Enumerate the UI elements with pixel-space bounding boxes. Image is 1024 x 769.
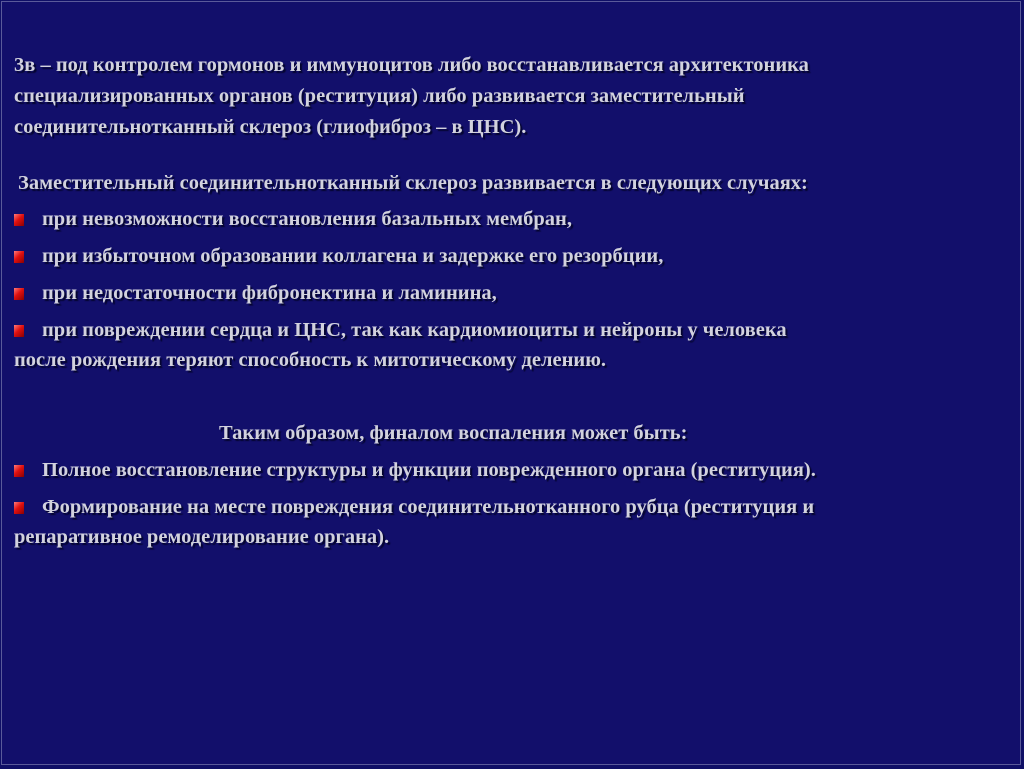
outcome-1 bbox=[14, 455, 816, 486]
sclerosis-heading: Заместительный соединительнотканный склероз развивается в следующих случаях: bbox=[18, 172, 808, 194]
bullet-square-icon bbox=[14, 325, 24, 337]
bullet-square-icon bbox=[14, 502, 24, 514]
outcome-2-text: Формирование на месте повреждения соединительнотканного рубца (реституция и bbox=[42, 496, 815, 518]
sclerosis-case-3-text: при недостаточности фибронектина и ламинина, bbox=[42, 282, 497, 304]
bullet-square-icon bbox=[14, 251, 24, 263]
intro-line-3: соединительнотканный склероз (глиофиброз – в ЦНС). bbox=[14, 116, 527, 138]
outcome-1-text: Полное восстановление структуры и функции поврежденного органа (реституция). bbox=[42, 459, 816, 481]
bullet-square-icon bbox=[14, 465, 24, 477]
sclerosis-case-4 bbox=[14, 315, 787, 346]
sclerosis-case-3 bbox=[14, 278, 497, 309]
outcome-2 bbox=[14, 492, 814, 523]
outcome-2-continuation: репаративное ремоделирование органа). bbox=[14, 526, 390, 548]
bullet-square-icon bbox=[14, 214, 24, 226]
sclerosis-case-1 bbox=[14, 204, 572, 235]
sclerosis-case-2 bbox=[14, 241, 663, 272]
intro-line-1: 3в – под контролем гормонов и иммуноцитов либо восстанавливается архитектоника bbox=[14, 54, 809, 76]
intro-line-2: специализированных органов (реституция) либо развивается заместительный bbox=[14, 85, 745, 107]
sclerosis-case-4-continuation: после рождения теряют способность к митотическому делению. bbox=[14, 349, 607, 371]
conclusion-heading: Таким образом, финалом воспаления может быть: bbox=[219, 422, 688, 444]
sclerosis-case-2-text: при избыточном образовании коллагена и задержке его резорбции, bbox=[42, 245, 664, 267]
sclerosis-case-4-text: при повреждении сердца и ЦНС, так как кардиомиоциты и нейроны у человека bbox=[42, 319, 787, 341]
bullet-square-icon bbox=[14, 288, 24, 300]
slide bbox=[1, 1, 1021, 765]
sclerosis-case-1-text: при невозможности восстановления базальных мембран, bbox=[42, 208, 572, 230]
